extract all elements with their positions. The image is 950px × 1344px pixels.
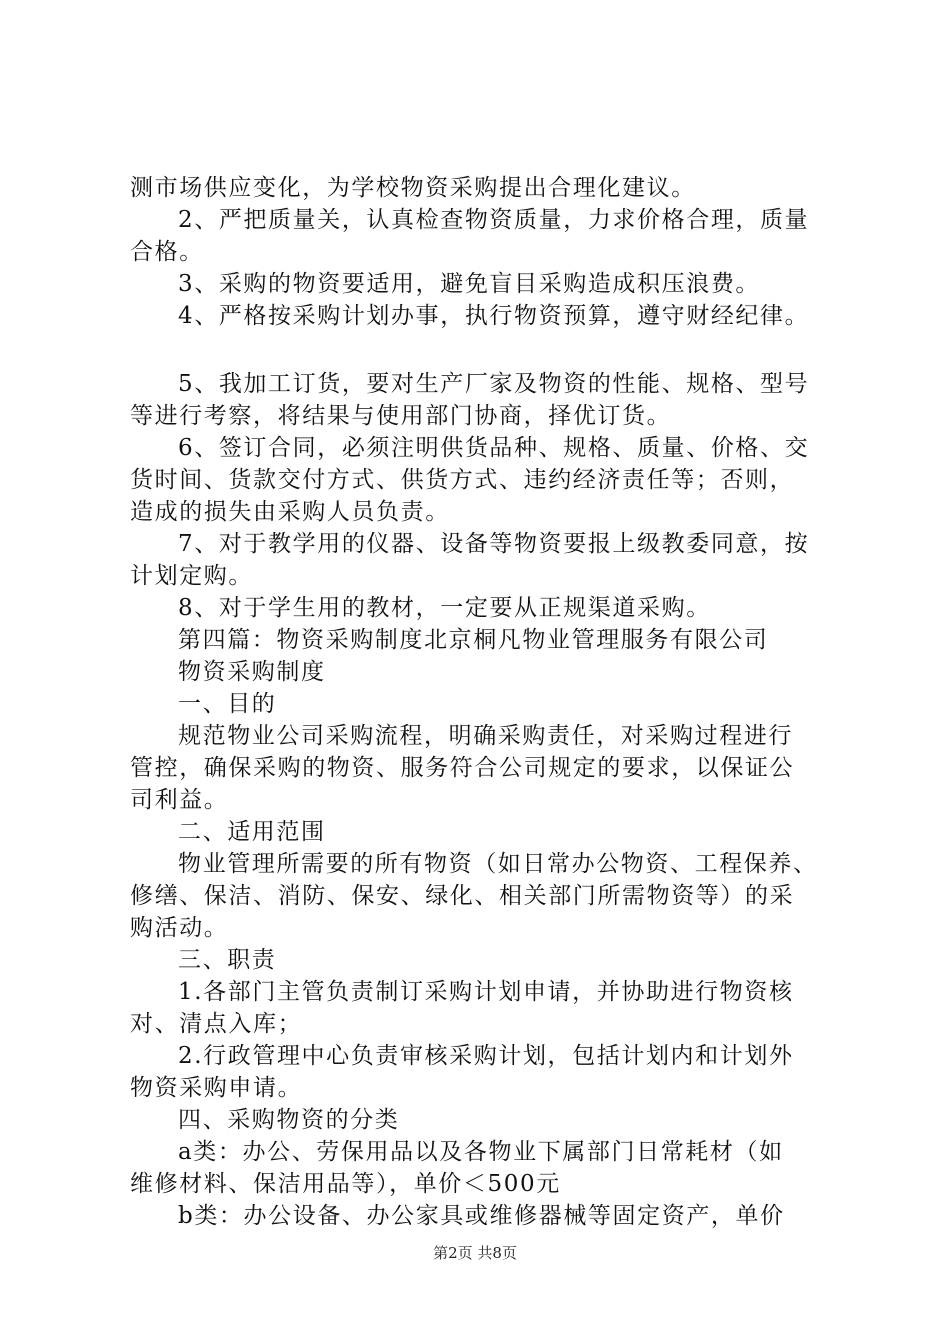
section-subtitle: 物资采购制度 — [178, 659, 326, 685]
text-line: 等进行考察，将结果与使用部门协商，择优订货。 — [130, 403, 672, 429]
text-line: 维修材料、保洁用品等），单价＜500元 — [130, 1171, 561, 1197]
text-line: 5、我加工订货，要对生产厂家及物资的性能、规格、型号 — [178, 371, 810, 397]
section-title: 第四篇：物资采购制度北京桐凡物业管理服务有限公司 — [178, 627, 769, 653]
text-line: 规范物业公司采购流程，明确采购责任，对采购过程进行 — [178, 723, 793, 749]
document-body — [130, 172, 835, 1232]
text-line: 修缮、保洁、消防、保安、绿化、相关部门所需物资等）的采 — [130, 883, 795, 909]
text-line: 物业管理所需要的所有物资（如日常办公物资、工程保养、 — [178, 851, 818, 877]
heading: 二、适用范围 — [178, 819, 326, 845]
text-line: b类：办公设备、办公家具或维修器械等固定资产，单价 — [178, 1203, 785, 1229]
text-line: 测市场供应变化，为学校物资采购提出合理化建议。 — [130, 175, 696, 201]
heading: 四、采购物资的分类 — [178, 1107, 400, 1133]
text-line: 2、严把质量关，认真检查物资质量，力求价格合理，质量 — [178, 207, 810, 233]
text-line: 4、严格按采购计划办事，执行物资预算，遵守财经纪律。 — [178, 303, 810, 329]
text-line: 购活动。 — [130, 915, 229, 941]
text-line: 2.行政管理中心负责审核采购计划，包括计划内和计划外 — [178, 1043, 794, 1069]
text-line: 1.各部门主管负责制订采购计划申请，并协助进行物资核 — [178, 979, 794, 1005]
text-line: 物资采购申请。 — [130, 1075, 303, 1101]
text-line: a类：办公、劳保用品以及各物业下属部门日常耗材（如 — [178, 1139, 784, 1165]
text-line: 货时间、货款交付方式、供货方式、违约经济责任等；否则， — [130, 467, 795, 493]
text-line: 司利益。 — [130, 787, 229, 813]
text-line: 8、对于学生用的教材，一定要从正规渠道采购。 — [178, 595, 711, 621]
heading: 三、职责 — [178, 947, 277, 973]
page-number: 第2页 共8页 — [433, 1244, 517, 1262]
text-line: 3、采购的物资要适用，避免盲目采购造成积压浪费。 — [178, 271, 761, 297]
heading: 一、目的 — [178, 691, 277, 717]
text-line: 7、对于教学用的仪器、设备等物资要报上级教委同意，按 — [178, 531, 810, 557]
text-line: 造成的损失由采购人员负责。 — [130, 499, 450, 525]
paragraph-gap — [130, 332, 835, 368]
text-line: 计划定购。 — [130, 563, 253, 589]
page-footer — [0, 1243, 950, 1263]
text-line: 合格。 — [130, 239, 204, 265]
text-line: 对、清点入库； — [130, 1011, 303, 1037]
text-line: 管控，确保采购的物资、服务符合公司规定的要求，以保证公 — [130, 755, 795, 781]
text-line: 6、签订合同，必须注明供货品种、规格、质量、价格、交 — [178, 435, 810, 461]
